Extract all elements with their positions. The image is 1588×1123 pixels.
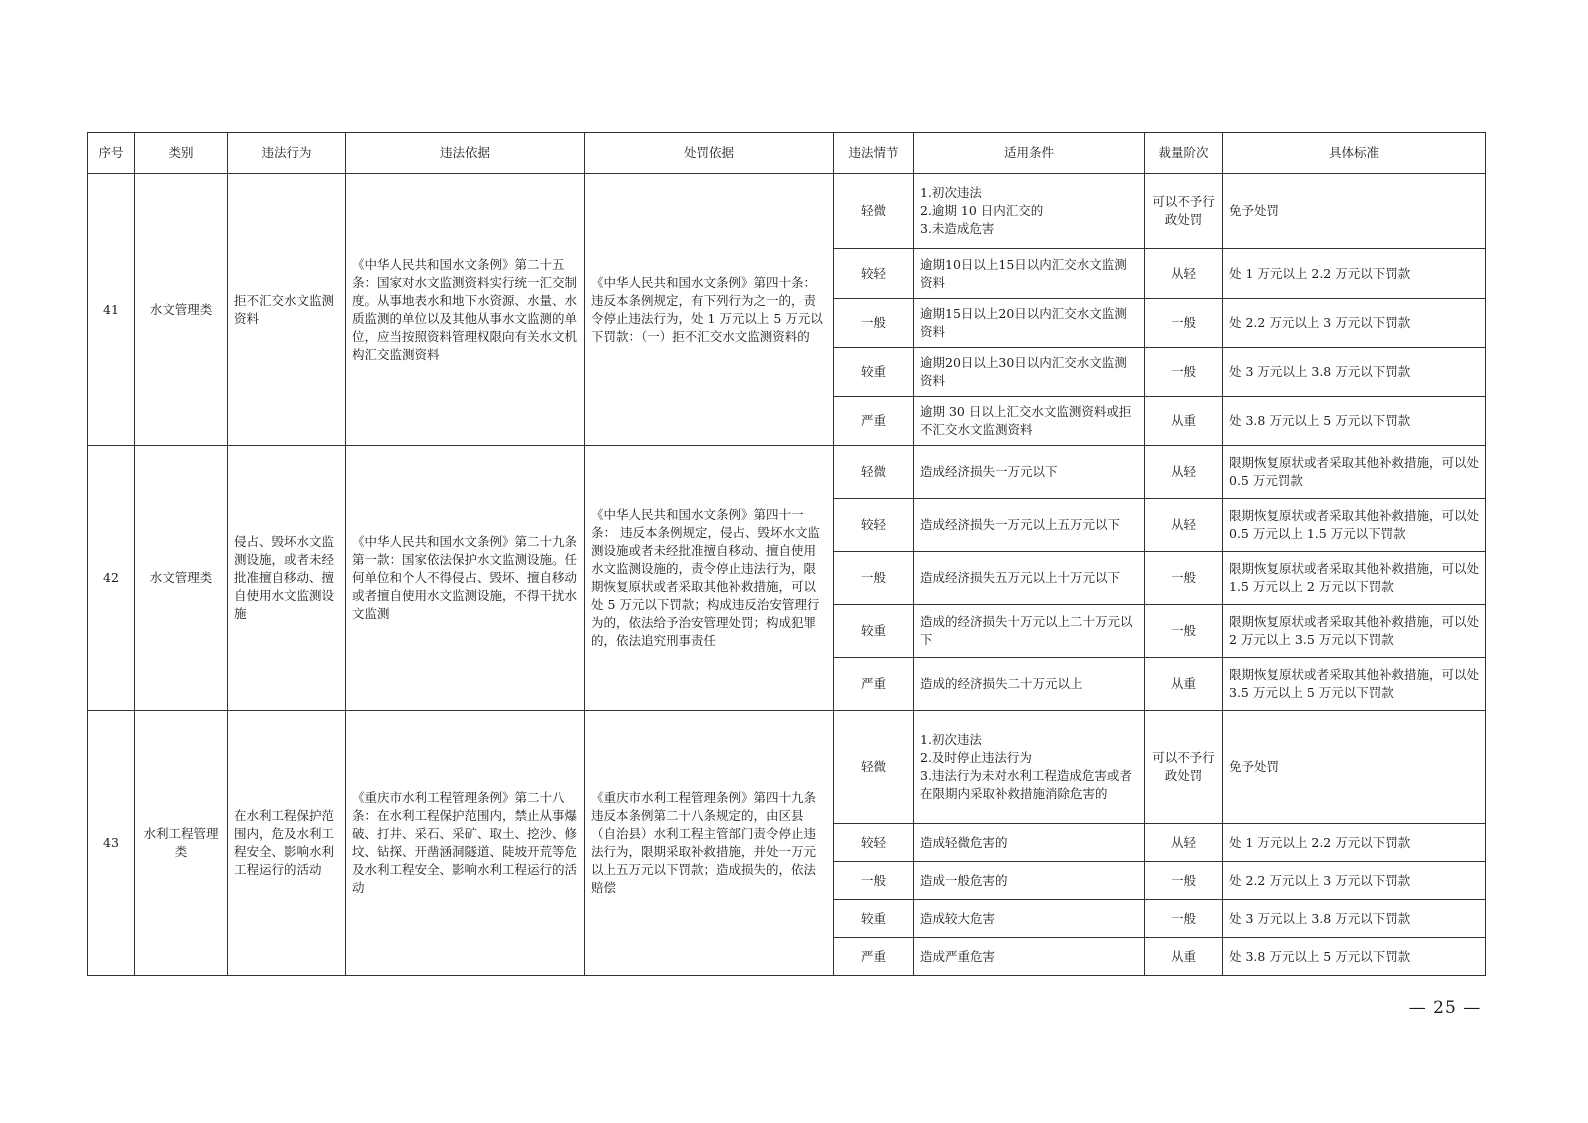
row-severity: 轻微 [834, 446, 914, 499]
row-severity: 轻微 [834, 711, 914, 824]
row-standard: 处 1 万元以上 2.2 万元以下罚款 [1223, 824, 1486, 862]
row-condition: 造成一般危害的 [914, 862, 1145, 900]
page-number: — 25 — [1408, 998, 1482, 1018]
header-severity: 违法情节 [834, 133, 914, 174]
row-violation: 侵占、毁坏水文监测设施，或者未经批准擅自移动、擅自使用水文监测设施 [228, 446, 346, 711]
row-standard: 免予处罚 [1223, 174, 1486, 249]
table-row [88, 711, 1486, 824]
row-discretion-level: 一般 [1145, 299, 1223, 348]
penalty-standard-table [87, 132, 1486, 976]
row-discretion-level: 从重 [1145, 658, 1223, 711]
row-severity: 严重 [834, 938, 914, 976]
row-condition: 1.初次违法 2.逾期 10 日内汇交的 3.未造成危害 [914, 174, 1145, 249]
row-condition: 逾期15日以上20日以内汇交水文监测资料 [914, 299, 1145, 348]
row-standard: 处 3.8 万元以上 5 万元以下罚款 [1223, 938, 1486, 976]
row-condition: 造成轻微危害的 [914, 824, 1145, 862]
row-severity: 较重 [834, 348, 914, 397]
row-serial: 43 [88, 711, 135, 976]
header-discretion-level: 裁量阶次 [1145, 133, 1223, 174]
row-severity: 较重 [834, 605, 914, 658]
row-discretion-level: 从轻 [1145, 446, 1223, 499]
row-standard: 限期恢复原状或者采取其他补救措施，可以处 1.5 万元以上 2 万元以下罚款 [1223, 552, 1486, 605]
row-severity: 较轻 [834, 499, 914, 552]
row-discretion-level: 从轻 [1145, 499, 1223, 552]
header-penalty-basis: 处罚依据 [585, 133, 834, 174]
row-standard: 处 3.8 万元以上 5 万元以下罚款 [1223, 397, 1486, 446]
row-standard: 处 2.2 万元以上 3 万元以下罚款 [1223, 299, 1486, 348]
table-row [88, 174, 1486, 249]
row-standard: 处 2.2 万元以上 3 万元以下罚款 [1223, 862, 1486, 900]
row-condition: 逾期20日以上30日以内汇交水文监测资料 [914, 348, 1145, 397]
row-penalty-basis: 《中华人民共和国水文条例》第四十一条： 违反本条例规定，侵占、毁坏水文监测设施或者未经批准擅自移动、擅自使用水文监测设施的，责令停止违法行为，限期恢复原状或者采取其他补救措施，可以处 5 万元以下罚款；构成违反治安管理行为的，依法给予治安管理处罚；构成犯罪的，依法追究刑事责任 [585, 446, 834, 711]
row-condition: 造成严重危害 [914, 938, 1145, 976]
row-condition: 逾期 30 日以上汇交水文监测资料或拒不汇交水文监测资料 [914, 397, 1145, 446]
row-serial: 41 [88, 174, 135, 446]
row-legal-basis: 《重庆市水利工程管理条例》第二十八条：在水利工程保护范围内，禁止从事爆破、打井、采石、采矿、取土、挖沙、修坟、钻探、开凿涵洞隧道、陡坡开荒等危及水利工程安全、影响水利工程运行的活动 [346, 711, 585, 976]
header-violation: 违法行为 [228, 133, 346, 174]
row-condition: 造成的经济损失十万元以上二十万元以下 [914, 605, 1145, 658]
row-category: 水利工程管理类 [135, 711, 228, 976]
table-row [88, 446, 1486, 499]
row-severity: 轻微 [834, 174, 914, 249]
header-condition: 适用条件 [914, 133, 1145, 174]
row-standard: 免予处罚 [1223, 711, 1486, 824]
row-standard: 处 3 万元以上 3.8 万元以下罚款 [1223, 900, 1486, 938]
row-discretion-level: 一般 [1145, 605, 1223, 658]
row-condition: 造成经济损失一万元以下 [914, 446, 1145, 499]
row-severity: 严重 [834, 658, 914, 711]
row-condition: 造成经济损失五万元以上十万元以下 [914, 552, 1145, 605]
row-discretion-level: 可以不予行政处罚 [1145, 711, 1223, 824]
row-severity: 较轻 [834, 249, 914, 299]
row-standard: 限期恢复原状或者采取其他补救措施，可以处 0.5 万元罚款 [1223, 446, 1486, 499]
row-standard: 限期恢复原状或者采取其他补救措施，可以处 2 万元以上 3.5 万元以下罚款 [1223, 605, 1486, 658]
row-penalty-basis: 《重庆市水利工程管理条例》第四十九条违反本条例第二十八条规定的，由区县（自治县）水利工程主管部门责令停止违法行为，限期采取补救措施，并处一万元以上五万元以下罚款；造成损失的，依法赔偿 [585, 711, 834, 976]
row-severity: 严重 [834, 397, 914, 446]
row-discretion-level: 一般 [1145, 552, 1223, 605]
row-discretion-level: 从轻 [1145, 249, 1223, 299]
header-category: 类别 [135, 133, 228, 174]
row-penalty-basis: 《中华人民共和国水文条例》第四十条：违反本条例规定，有下列行为之一的，责令停止违法行为，处 1 万元以上 5 万元以下罚款：（一）拒不汇交水文监测资料的 [585, 174, 834, 446]
row-severity: 一般 [834, 299, 914, 348]
row-discretion-level: 一般 [1145, 900, 1223, 938]
row-category: 水文管理类 [135, 446, 228, 711]
row-condition: 造成较大危害 [914, 900, 1145, 938]
row-legal-basis: 《中华人民共和国水文条例》第二十九条第一款：国家依法保护水文监测设施。任何单位和个人不得侵占、毁坏、擅自移动或者擅自使用水文监测设施，不得干扰水文监测 [346, 446, 585, 711]
row-discretion-level: 一般 [1145, 862, 1223, 900]
row-condition: 1.初次违法 2.及时停止违法行为 3.违法行为未对水利工程造成危害或者在限期内采取补救措施消除危害的 [914, 711, 1145, 824]
row-discretion-level: 从轻 [1145, 824, 1223, 862]
row-severity: 较重 [834, 900, 914, 938]
row-condition: 造成的经济损失二十万元以上 [914, 658, 1145, 711]
row-category: 水文管理类 [135, 174, 228, 446]
row-condition: 逾期10日以上15日以内汇交水文监测资料 [914, 249, 1145, 299]
row-severity: 一般 [834, 862, 914, 900]
row-legal-basis: 《中华人民共和国水文条例》第二十五条：国家对水文监测资料实行统一汇交制度。从事地表水和地下水资源、水量、水质监测的单位以及其他从事水文监测的单位，应当按照资料管理权限向有关水文机构汇交监测资料 [346, 174, 585, 446]
row-standard: 处 3 万元以上 3.8 万元以下罚款 [1223, 348, 1486, 397]
row-standard: 限期恢复原状或者采取其他补救措施，可以处 0.5 万元以上 1.5 万元以下罚款 [1223, 499, 1486, 552]
header-standard: 具体标准 [1223, 133, 1486, 174]
row-discretion-level: 从重 [1145, 397, 1223, 446]
row-severity: 较轻 [834, 824, 914, 862]
row-discretion-level: 从重 [1145, 938, 1223, 976]
row-discretion-level: 可以不予行政处罚 [1145, 174, 1223, 249]
row-discretion-level: 一般 [1145, 348, 1223, 397]
row-condition: 造成经济损失一万元以上五万元以下 [914, 499, 1145, 552]
header-legal-basis: 违法依据 [346, 133, 585, 174]
row-severity: 一般 [834, 552, 914, 605]
row-serial: 42 [88, 446, 135, 711]
row-violation: 拒不汇交水文监测资料 [228, 174, 346, 446]
row-violation: 在水利工程保护范围内，危及水利工程安全、影响水利工程运行的活动 [228, 711, 346, 976]
table-header-row [88, 133, 1486, 174]
row-standard: 限期恢复原状或者采取其他补救措施，可以处 3.5 万元以上 5 万元以下罚款 [1223, 658, 1486, 711]
header-serial: 序号 [88, 133, 135, 174]
row-standard: 处 1 万元以上 2.2 万元以下罚款 [1223, 249, 1486, 299]
